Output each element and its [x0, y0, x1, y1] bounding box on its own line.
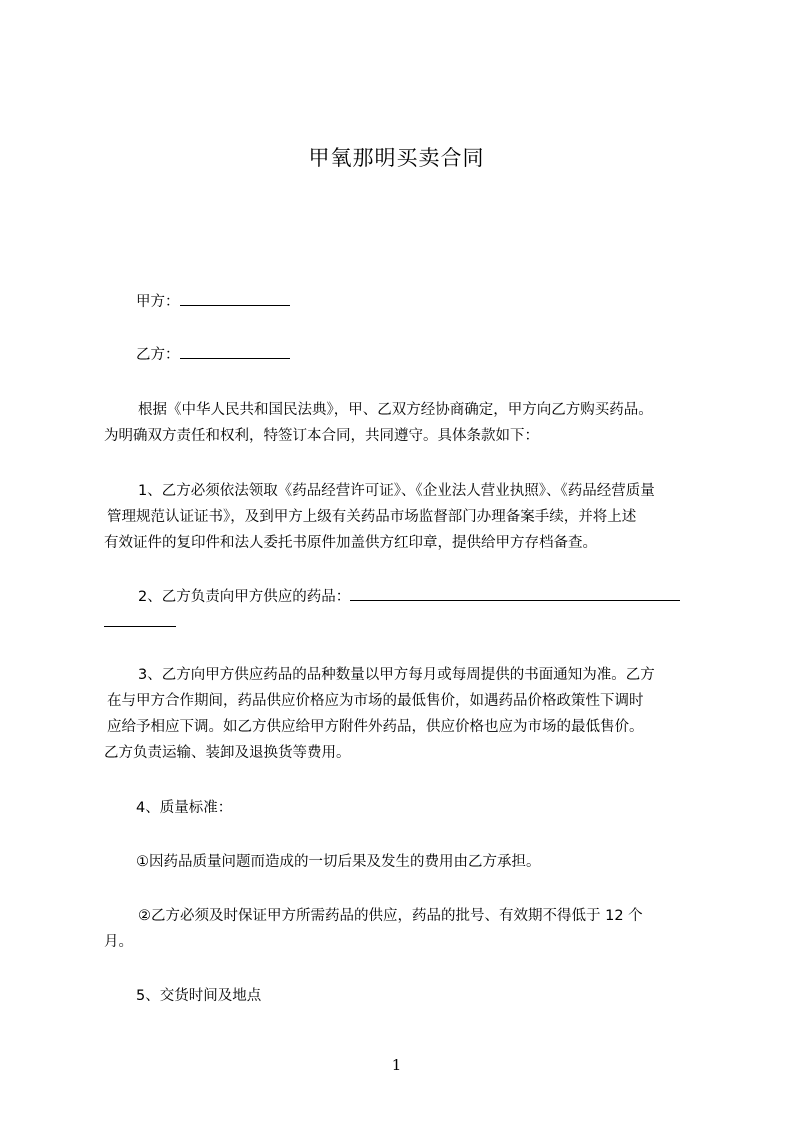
clause1-line-1: 1、乙方必须依法领取《药品经营许可证》、《企业法人营业执照》、《药品经营质量	[138, 483, 655, 499]
clause2-label: 2、乙方负责向甲方供应的药品：	[138, 589, 351, 605]
clause4-heading: 4、质量标准：	[136, 800, 233, 816]
clause4-item-1: ①因药品质量问题而造成的一切后果及发生的费用由乙方承担。	[136, 854, 541, 870]
clause3-line-3: 应给予相应下调。如乙方供应给甲方附件外药品，供应价格也应为市场的最低售价。	[107, 719, 644, 735]
clause2-line	[138, 586, 738, 607]
party-b-line	[136, 344, 736, 365]
clause1-line-3: 有效证件的复印件和法人委托书原件加盖供方红印章，提供给甲方存档备查。	[104, 535, 597, 551]
clause1-line-2: 管理规范认证证书》，及到甲方上级有关药品市场监督部门办理备案手续，并将上述	[107, 509, 637, 525]
clause2-blank	[350, 586, 680, 601]
party-b-label: 乙方：	[136, 347, 180, 363]
party-a-line	[136, 291, 736, 312]
clause3-line-2: 在与甲方合作期间，药品供应价格应为市场的最低售价，如遇药品价格政策性下调时	[107, 693, 644, 709]
clause3-line-1: 3、乙方向甲方供应药品的品种数量以甲方每月或每周提供的书面通知为准。乙方	[138, 667, 655, 683]
clause4-item-2-line-1: ②乙方必须及时保证甲方所需药品的供应，药品的批号、有效期不得低于 12 个	[138, 908, 643, 924]
party-a-label: 甲方：	[136, 294, 180, 310]
clause3-line-4: 乙方负责运输、装卸及退换货等费用。	[104, 745, 351, 761]
contract-title: 甲氧那明买卖合同	[308, 146, 485, 170]
clause2-blank-continued	[104, 612, 176, 627]
intro-line-1: 根据《中华人民共和国民法典》，甲、乙双方经协商确定，甲方向乙方购买药品。	[138, 402, 653, 418]
party-b-blank	[180, 344, 290, 359]
clause4-item-2-line-2: 月。	[104, 934, 133, 950]
clause2-continuation	[104, 612, 704, 633]
clause5-heading: 5、交货时间及地点	[136, 988, 262, 1004]
intro-line-2: 为明确双方责任和权利，特签订本合同，共同遵守。具体条款如下：	[104, 428, 539, 444]
page-number: 1	[391, 1056, 402, 1074]
party-a-blank	[180, 291, 290, 306]
